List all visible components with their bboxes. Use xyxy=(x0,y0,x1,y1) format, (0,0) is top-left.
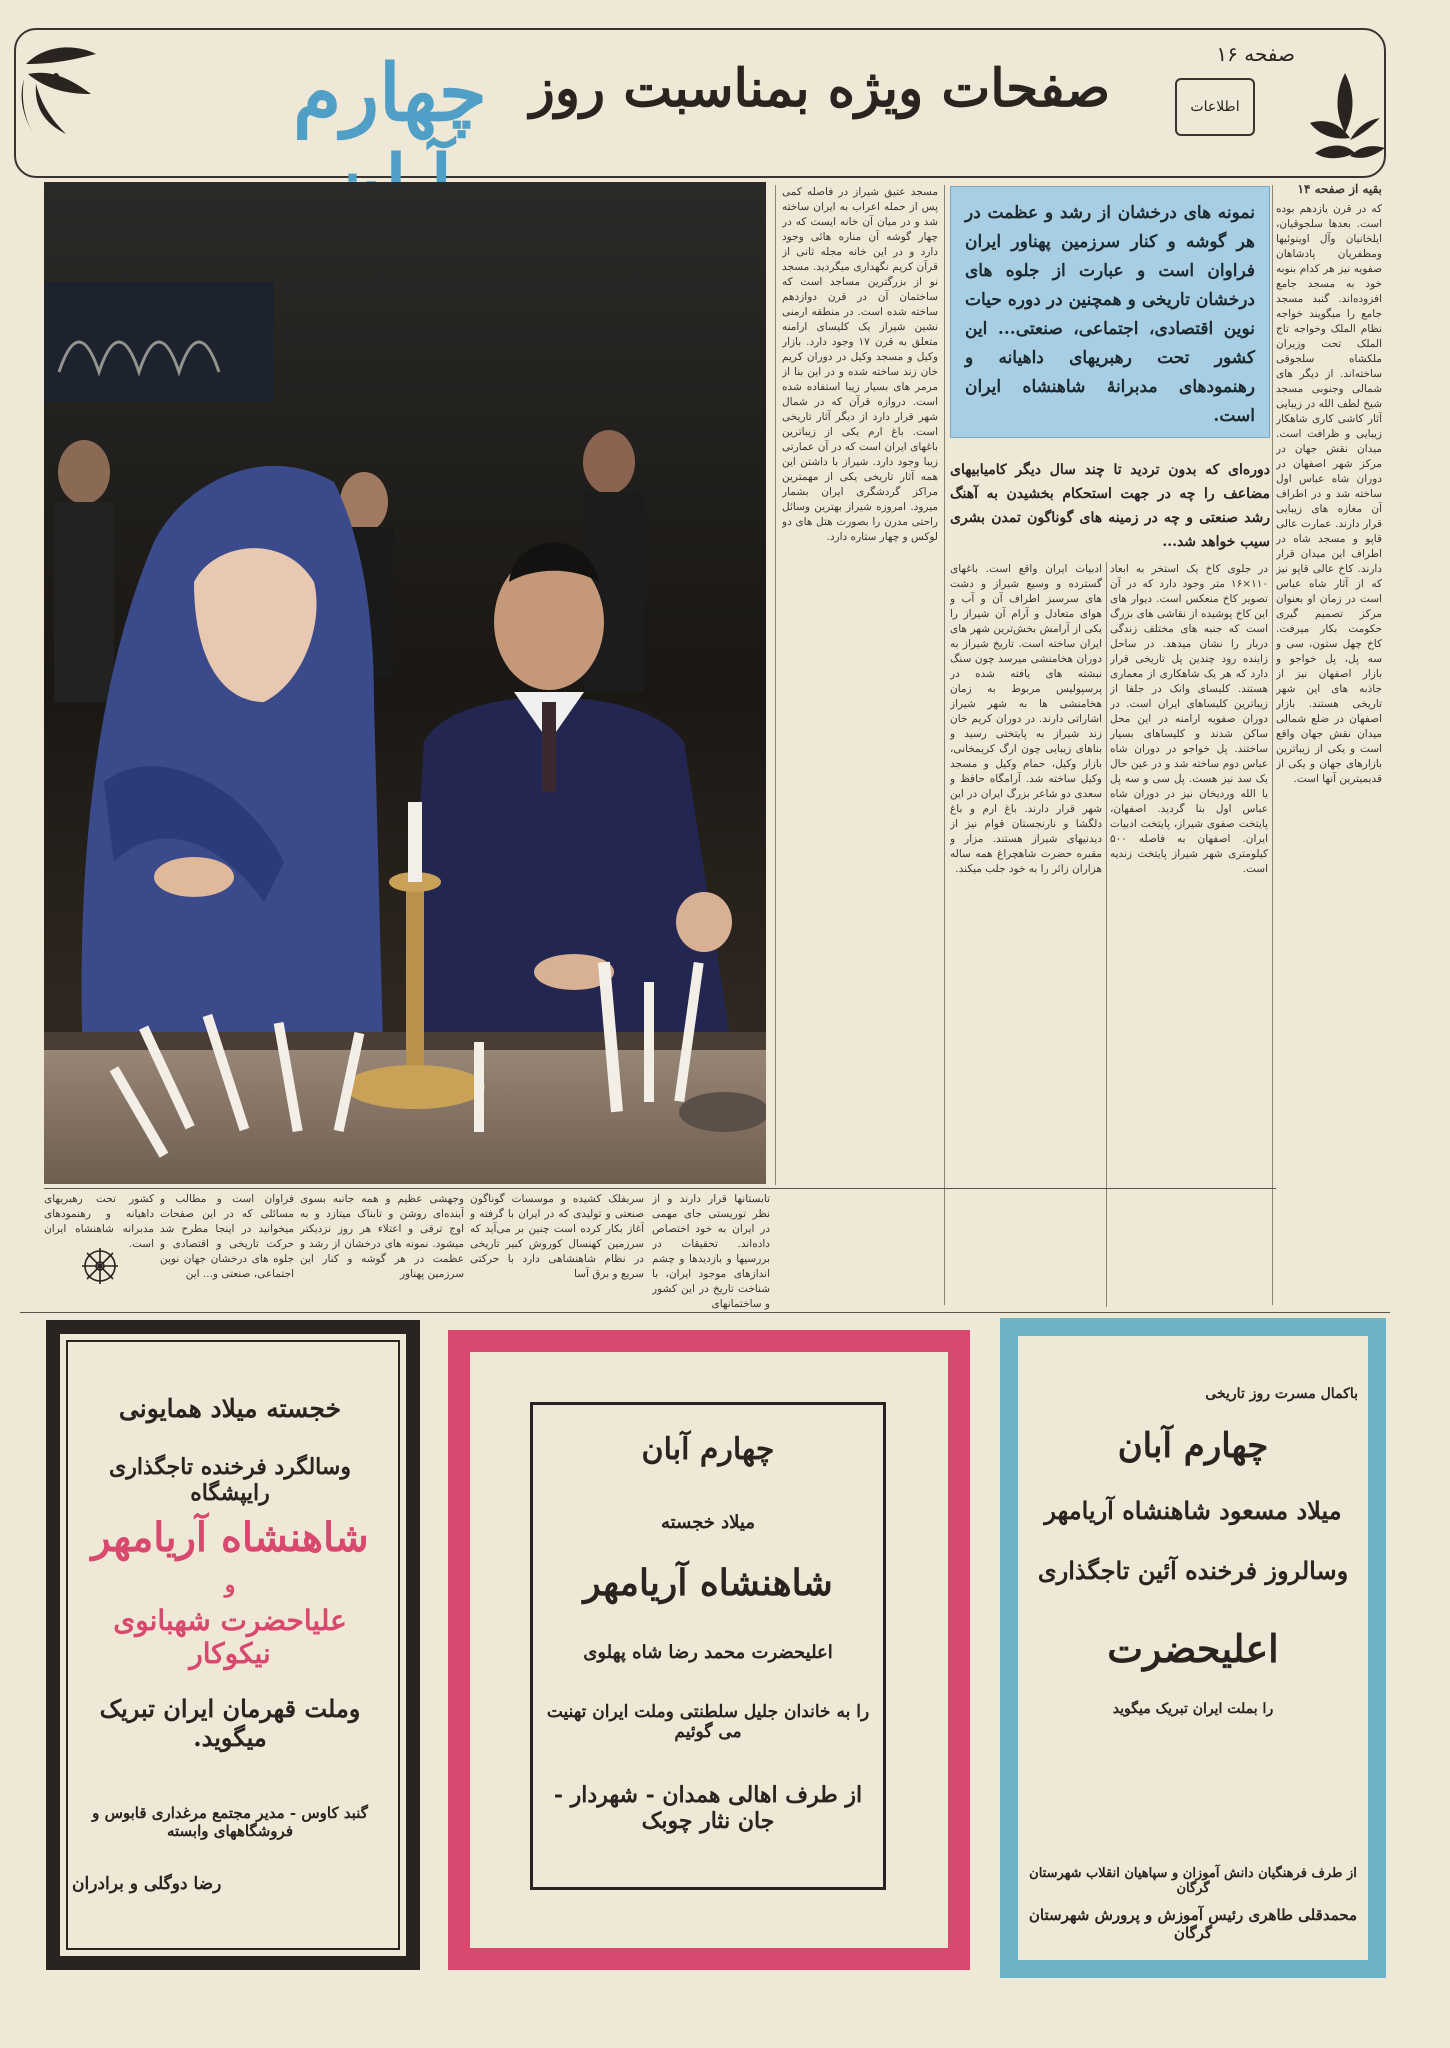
ad-signature: رضا دوگلی و برادران xyxy=(72,1874,222,1894)
highlight-box: نمونه های درخشان از رشد و عظمت در هر گوشه و کنار سرزمین پهناور ایران فراوان است و عبارت از جلوه های درخشان تاریخی و همچنین در دوره حیات نوین اقتصادی، اجتماعی، صنعتی... این کشور تحت رهبریهای داهیانه و رهنمودهای مدبرانهٔ شاهنشاه ایران است. xyxy=(950,186,1270,438)
ad-line: باکمال مسرت روز تاریخی xyxy=(1205,1386,1358,1402)
ad-line-highlight: شاهنشاه آریامهر xyxy=(91,1514,369,1561)
caption-column-2: سربفلک کشیده و موسسات گوناگون صنعتی و تولیدی که در ایران با گرفته و آغاز بکار کرده است چنین بر می‌آید که سرزمین کهنسال کوروش کبیر تاریخی در نظام شاهنشاهی دارد با حرکتی سریع و برق آسا xyxy=(470,1193,644,1280)
ad-signature: محمدقلی طاهری رئیس آموزش و پرورش شهرستان گرگان xyxy=(1028,1906,1358,1942)
ad-line: گنبد کاوس - مدیر مجتمع مرغداری قابوس و فروشگاههای وابسته xyxy=(92,1804,368,1840)
article-column-3: ادبیات ایران واقع است. باغهای گسترده و وسیع شیراز و دشت های سرسبز اطراف آن و آب و هوای متعادل و آرام آن شیراز را یکی از آرامش بخش‌ترین شهر های ایران ساخته است. تاریخ شیراز به دوران هخامنشی میرسد چون سنگ نبشته های یافته شده در پرسپولیس مربوط به زمان هخامنشی ها به شهر شیراز اشاراتی دارند. در دوران کریم خان زند شیراز به پایتختی رسید و بناهای زیبایی چون ارگ کریمخانی، بازار وکیل، حمام وکیل و مسجد وکیل ساخته شد. آرامگاه حافظ و سعدی دو شاعر بزرگ ایران در این شهر قرار دارند. باغ ارم و باغ دلگشا و نارنجستان قوام نیز از دیدنیهای شیراز هستند. مزار و مقبره حضرت شاهچراغ همه ساله هزاران زائر را به خود جلب میکند. xyxy=(950,563,1102,875)
news-photo xyxy=(44,182,766,1184)
article-column-4: مسجد عتیق شیراز در فاصله کمی پس از حمله اعراب به ایران ساخته شد و در میان آن خانه ایست که در چهار گوشه آن مناره هائی وجود دارد و در این خانه مجله ثانی از قرآن کریم نگهداری میگردید. مسجد نو از بزرگترین مساجد است که ساختمان آن در قرن دوازدهم ساخته شده است. در منطقه ارمنی نشین شیراز یک کلیسای ارامنه متعلق به قرن ۱۷ وجود دارد. بازار وکیل و مسجد وکیل در دوران کریم خان زند ساخته شده و در این بنا از مرمر های بسیار زیبا استفاده شده است. دروازه قرآن که در شمال شهر قرار دارد از دیگر آثار تاریخی است. باغ ارم یکی از زیباترین باغهای ایران است که در آن عمارتی زیبا وجود دارد. شیراز با داشتن این همه آثار تاریخی یکی از مهمترین مراکز گردشگری ایران بشمار میرود. امروزه شیراز بهترین وسائل راحتی مدرن را بصورت هتل های دو لوکس و چهار ستاره دارد. xyxy=(782,186,938,543)
continuation-heading: بقیه از صفحه ۱۴ xyxy=(1297,182,1382,196)
candle-lighting-photo-illustration xyxy=(44,182,766,1184)
ad-line: چهارم آبان xyxy=(641,1432,775,1467)
left-leaf-ornament-icon xyxy=(16,34,106,144)
newspaper-logo: اطلاعات xyxy=(1175,78,1255,136)
caption-column-1: تابستانها قرار دارند و از نظر توریستی جای مهمی در ایران به خود اختصاص داده‌اند. تحقیقات در بررسیها و بازدیدها و چشم اندازهای موجود ایران، با شناخت تاریخ در این کشور و ساختمانهای xyxy=(652,1193,770,1310)
column-divider xyxy=(944,185,945,1305)
ad-line: میلاد مسعود شاهنشاه آریامهر xyxy=(1044,1496,1342,1525)
page-title-highlight: چهارم xyxy=(293,48,487,139)
ad-line-highlight: و xyxy=(224,1572,236,1598)
ad-line: اعلیحضرت محمد رضا شاه پهلوی xyxy=(583,1642,833,1663)
section-divider xyxy=(20,1312,1390,1313)
ad-line: وسالگرد فرخنده تاجگذاری رایپشگاه xyxy=(109,1454,351,1506)
ad-line: خجسته میلاد همایونی xyxy=(118,1394,342,1423)
ad-line: از طرف اهالی همدان - شهردار - جان نثار چوبک xyxy=(553,1782,863,1834)
page-title: صفحات ویژه بمناسبت روز xyxy=(529,58,1111,119)
section-divider xyxy=(44,1188,1276,1189)
congratulation-ad-middle xyxy=(448,1330,970,1970)
right-leaf-ornament-icon xyxy=(1300,68,1390,178)
ad-line-highlight: علیاحضرت شهبانوی نیکوکار xyxy=(113,1604,347,1670)
photo-caption: کشور تحت رهبریهای داهیانه و رهنمودهای مدبرانه شاهنشاه ایران است. xyxy=(44,1193,154,1250)
ad-line: را بملت ایران تبریک میگوید xyxy=(1112,1701,1274,1717)
column-divider xyxy=(1106,562,1107,1307)
flower-ornament-icon xyxy=(78,1244,122,1288)
article-column-2: در جلوی کاخ یک استخر به ابعاد ۱۱۰×۱۶ متر وجود دارد که در آن تصویر کاخ منعکس است. دیوار های این کاخ پوشیده از نقاشی های بزرگ است که جنبه های مختلف زندگی دربار را نشان میدهد. در ساحل زاینده رود چندین پل تاریخی قرار دارد که هر یک شاهکاری از معماری هستند. کلیسای وانک در جلفا از زیباترین کلیساهای ایران است. در دوران صفویه ارامنه در این محل ساکن شدند و کلیساهای بسیار ساختند. پل خواجو در دوران شاه عباس دوم ساخته شد و در عین حال یک سد نیز هست. پل سی و سه پل یا الله وردیخان نیز در دوران شاه عباس اول بنا گردید. اصفهان، پایتخت صفوی شیراز، پایتخت ادبیات ایران. اصفهان به فاصله ۵۰۰ کیلومتری شهر شیراز پایتخت زندیه است. xyxy=(1110,563,1268,875)
ad-line: از طرف فرهنگیان دانش آموزان و سپاهیان انقلاب شهرستان گرگان xyxy=(1029,1866,1357,1896)
ad-line: را به خاندان جلیل سلطنتی وملت ایران تهنیت می گوئیم xyxy=(546,1702,870,1742)
ad-line: وسالروز فرخنده آئین تاجگذاری xyxy=(1037,1556,1349,1585)
ad-line: میلاد خجسته xyxy=(661,1512,755,1533)
column-divider xyxy=(775,185,776,1185)
column-divider xyxy=(1272,185,1273,1305)
congratulation-ad-right xyxy=(1000,1318,1386,1978)
caption-column-4: فراوان است و مطالب و مسائلی که در این صفحات میخوانید در اینجا مطرح شد حرکت تاریخی و اقتصادی و جلوه های درخشان جهان نوین اجتماعی، صنعتی و... این xyxy=(160,1193,294,1280)
ad-line: وملت قهرمان ایران تبریک میگوید. xyxy=(99,1694,361,1752)
page-number: صفحه ۱۶ xyxy=(1216,42,1295,66)
ad-line: شاهنشاه آریامهر xyxy=(583,1562,833,1604)
ad-line: چهارم آبان xyxy=(1117,1426,1269,1466)
congratulation-ad-left xyxy=(46,1320,420,1970)
ad-line: اعلیحضرت xyxy=(1107,1626,1279,1671)
caption-column-3: وجهشی عظیم و همه جانبه بسوی آینده‌ای روشن و تابناک میتازد و به اوج ترقی و اعتلاء هر روز نزدیکتر میشود. نمونه های درخشان از رشد و عظمت در هر گوشه و کنار این سرزمین پهناور xyxy=(300,1193,464,1280)
intro-paragraph: دوره‌ای که بدون تردید تا چند سال دیگر کامیابیهای مضاعف را چه در جهت استحکام بخشیدن به آهنگ رشد صنعتی و چه در زمینه های گوناگون تمدن بشری سیب خواهد شد... xyxy=(950,462,1270,550)
article-column-1: که در قرن یازدهم بوده است. بعدها سلجوقیان، ایلخانیان وآل اوینوئیها ومظفریان پادشاهان صفویه نیز هر کدام بنوبه خود به مسجد جامع افزوده‌اند. گنبد مسجد جامع را میگویند خواجه نظام الملک وخواجه تاج الملک تحت وزیران ملکشاه سلجوقی ساخته‌اند. از دیگر های شمالی وجنوبی مسجد شیخ لطف الله در زیبایی آثار کاشی کاری شاهکار زیبایی و ظرافت است. میدان نقش جهان در مرکز شهر اصفهان در دوران شاه عباس اول ساخته شد و در اطراف آن مغازه های زیبایی قرار دارند. عمارت عالی قاپو و مسجد شاه در اطراف این میدان قرار دارند. کاخ عالی قاپو نیز که از آثار شاه عباس است در زمان او بعنوان مرکز تصمیم گیری حکومت بکار میرفت. کاخ چهل ستون، سی و سه پل، پل خواجو و بازار اصفهان نیز از جاذبه های این شهر تاریخی هستند. بازار اصفهان در ضلع شمالی میدان نقش جهان واقع است و یکی از زیباترین بازارهای جهان و یکی از قدیمیترین آنها است. xyxy=(1276,203,1382,785)
